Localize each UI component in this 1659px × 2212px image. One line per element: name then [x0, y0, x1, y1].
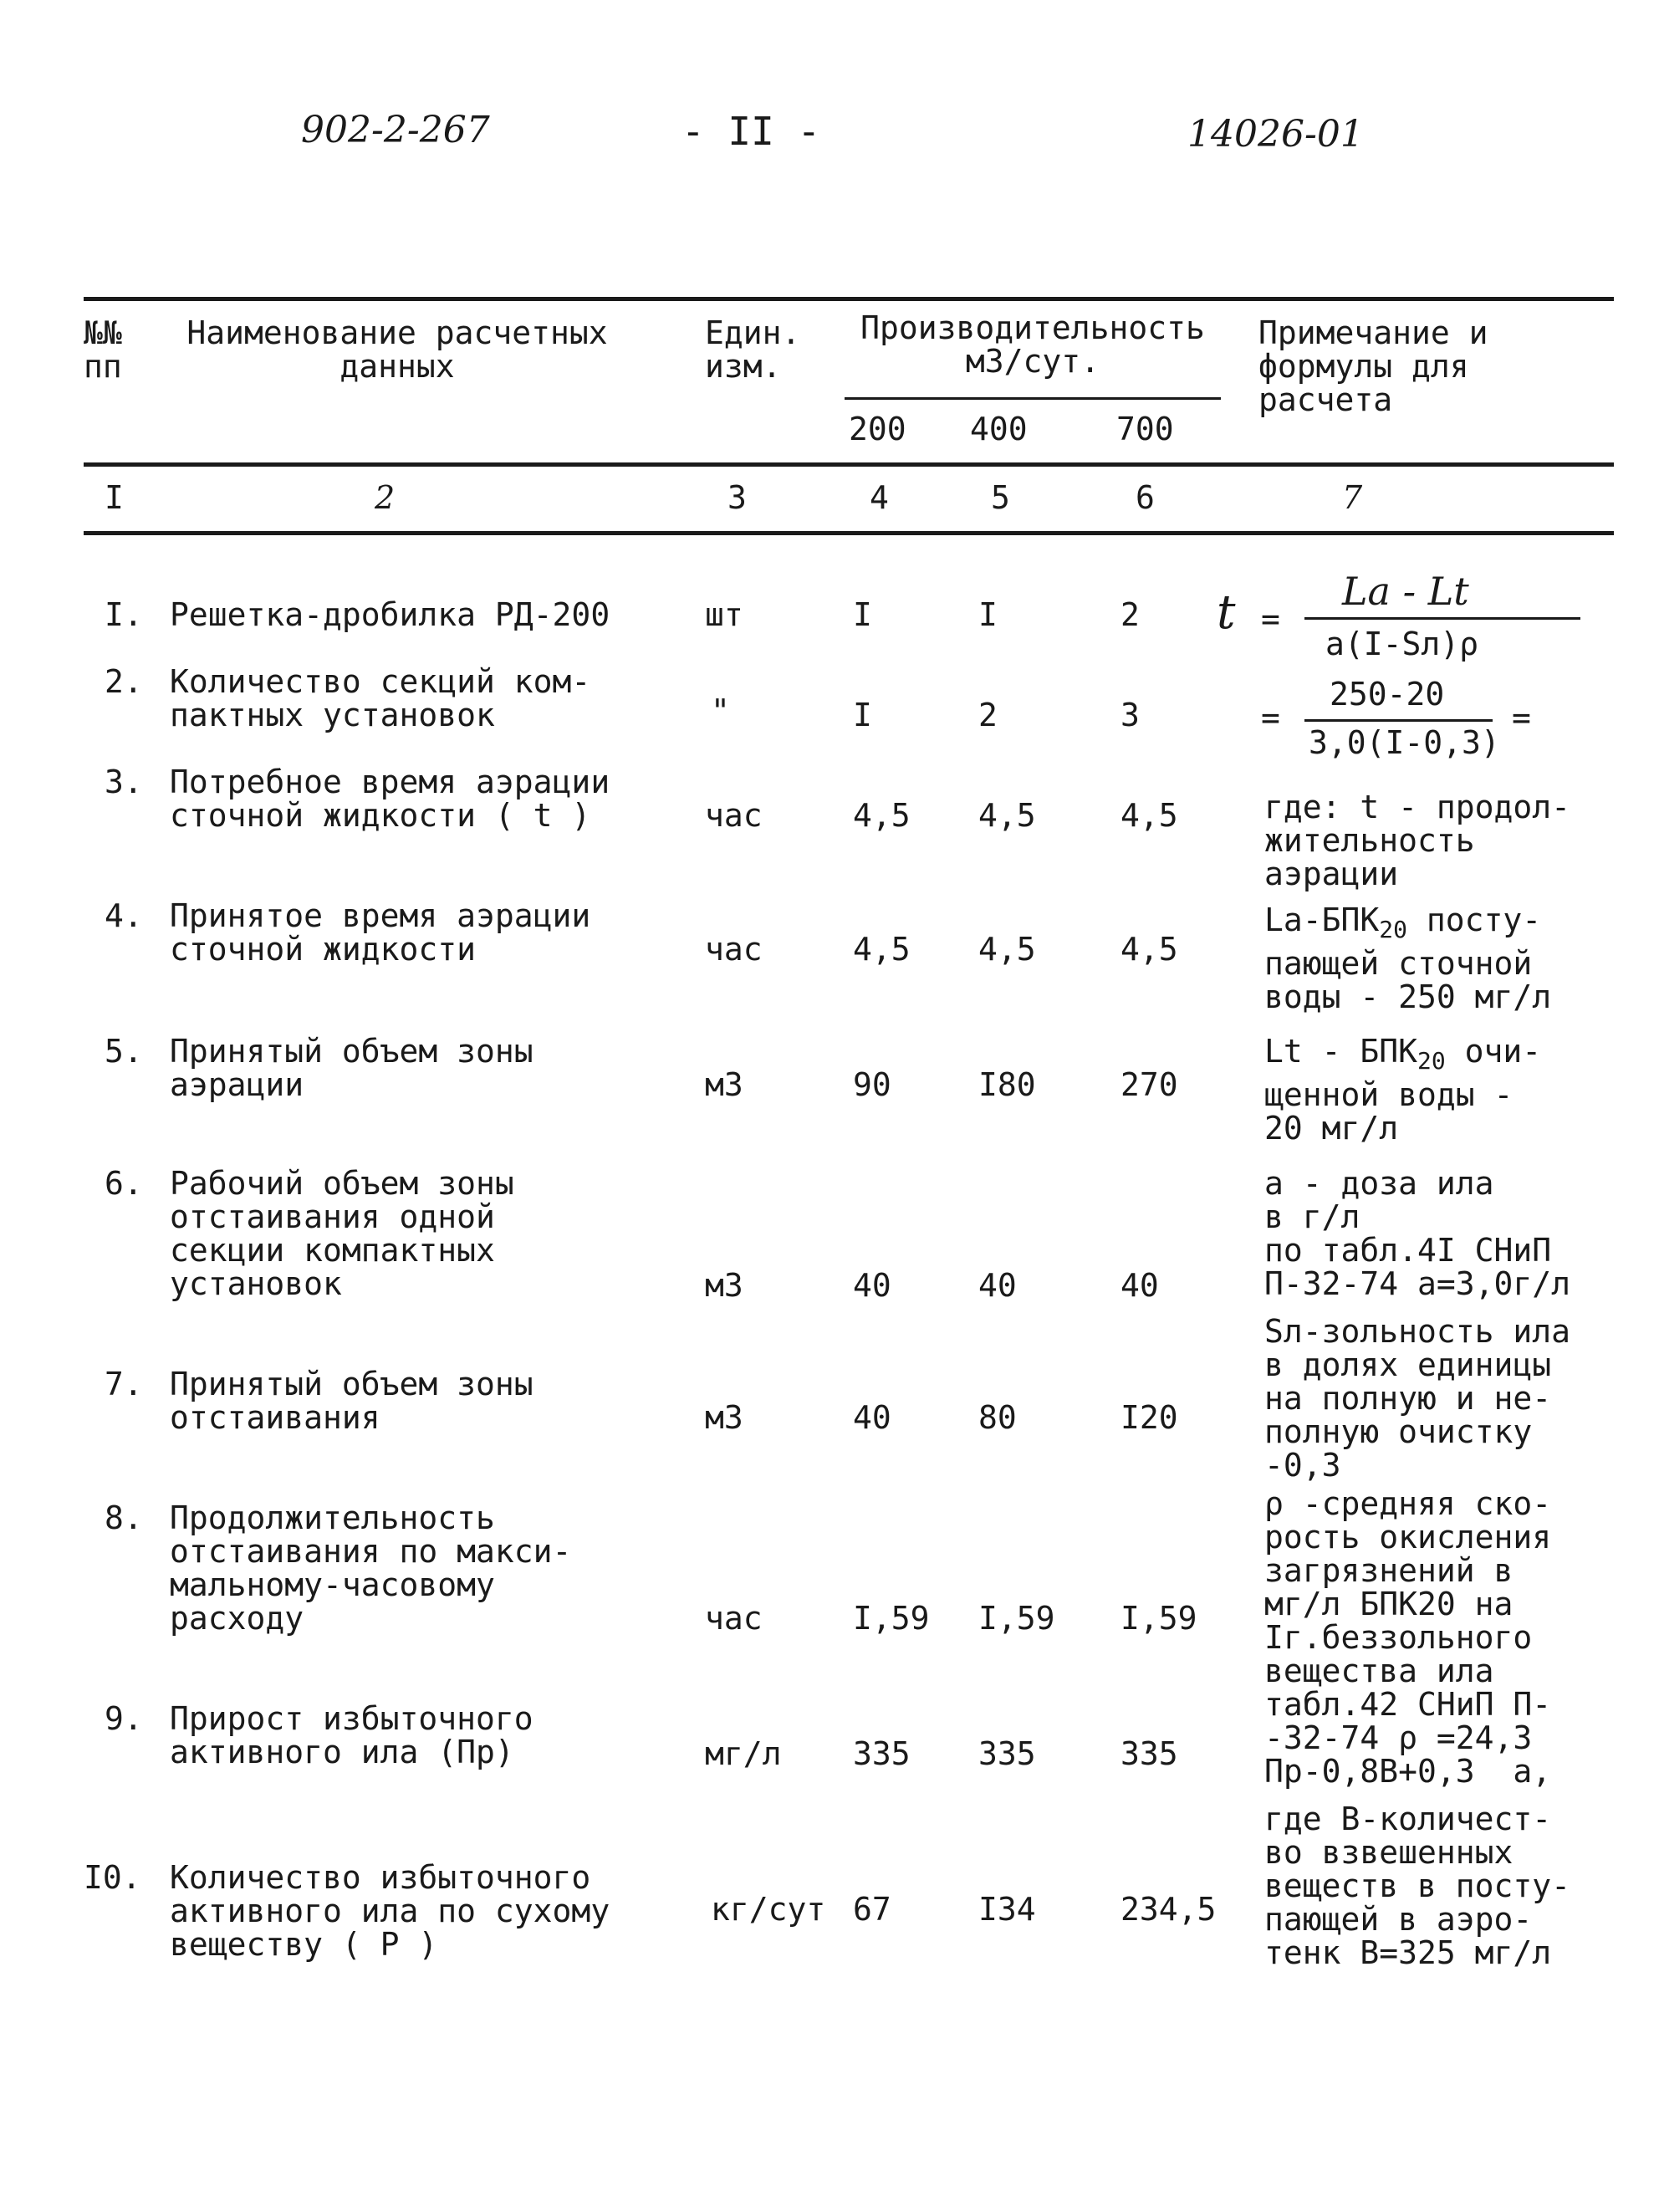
- row-v200: I: [853, 596, 872, 633]
- note-incoming-bod-sub: 20: [1379, 916, 1407, 943]
- col-capacity-header: Производительность м3/сут.: [860, 309, 1205, 380]
- row-name: Потребное время аэрации сточной жидкости ( t ): [170, 764, 610, 834]
- note-treated-bod: [1264, 1034, 1541, 1145]
- row-v200: 4,5: [853, 931, 911, 968]
- row-unit: м3: [705, 1066, 743, 1103]
- formula-numerator-1: La - Lt: [1342, 569, 1469, 614]
- row-num: 6.: [105, 1165, 143, 1202]
- row-unit: час: [705, 1600, 763, 1637]
- row-v200: 90: [853, 1066, 891, 1103]
- col-index-6: 6: [1136, 479, 1155, 516]
- row-v700: I,59: [1120, 1600, 1197, 1637]
- row-v700: 3: [1120, 697, 1140, 733]
- formula-eq: =: [1261, 600, 1280, 637]
- row-num: 8.: [105, 1499, 143, 1536]
- page-number: - II -: [681, 109, 821, 154]
- row-v400: 80: [978, 1399, 1017, 1436]
- fraction-bar-1: [1304, 617, 1580, 620]
- note-sludge-dose: а - доза ила в г/л по табл.4I СНиП П-32-74 а=3,0г/л: [1264, 1165, 1571, 1302]
- row-v200: 335: [853, 1735, 911, 1772]
- row-v400: 335: [978, 1735, 1036, 1772]
- row-name: Решетка-дробилка РД-200: [170, 596, 610, 633]
- row-name: Продолжительность отстаивания по макси- мальному-часовому расходу: [170, 1499, 572, 1637]
- row-v400: I80: [978, 1066, 1036, 1103]
- row-v700: 234,5: [1120, 1891, 1217, 1928]
- row-num: 7.: [105, 1366, 143, 1402]
- row-num: I.: [105, 596, 143, 633]
- note-incoming-bod-a: La-БПК: [1264, 902, 1380, 938]
- row-unit: час: [705, 797, 763, 834]
- note-incoming-bod: [1264, 903, 1551, 1014]
- capacity-rule: [845, 397, 1221, 400]
- note-suspended-solids: где В-количест- во взвешенных веществ в посту- пающей в аэро- тенк В=325 мг/л: [1264, 1801, 1571, 1971]
- row-v700: 2: [1120, 596, 1140, 633]
- row-name: Количество секций ком- пактных установок: [170, 663, 591, 733]
- col-index-4: 4: [870, 479, 889, 516]
- row-num: 2.: [105, 663, 143, 700]
- note-treated-bod-a: Lt - БПК: [1264, 1033, 1418, 1070]
- col-index-1: I: [105, 479, 124, 516]
- note-incoming-bod-b: посту- пающей сточной воды - 250 мг/л: [1264, 902, 1552, 1015]
- col-index-3: 3: [727, 479, 747, 516]
- row-v700: 40: [1120, 1267, 1159, 1304]
- row-name: Прирост избыточного активного ила (Пр): [170, 1700, 533, 1770]
- col-index-5: 5: [991, 479, 1010, 516]
- formula-eq-3: =: [1512, 699, 1531, 736]
- row-num: 3.: [105, 764, 143, 800]
- row-name: Количество избыточного активного ила по сухому веществу ( P ): [170, 1859, 610, 1963]
- row-v400: 2: [978, 697, 998, 733]
- formula-lhs: t: [1217, 585, 1236, 640]
- row-name: Рабочий объем зоны отстаивания одной секции компактных установок: [170, 1165, 514, 1302]
- row-v400: 4,5: [978, 797, 1036, 834]
- formula-numerator-2: 250-20: [1330, 676, 1445, 713]
- col-note-header: Примечание и формулы для расчета: [1258, 314, 1488, 418]
- row-num: 5.: [105, 1033, 143, 1070]
- row-v200: 4,5: [853, 797, 911, 834]
- note-treated-bod-sub: 20: [1417, 1047, 1446, 1075]
- row-v400: 4,5: [978, 931, 1036, 968]
- col-cap-700: 700: [1116, 411, 1174, 447]
- row-num: 4.: [105, 897, 143, 934]
- col-cap-200: 200: [849, 411, 906, 447]
- row-unit: м3: [705, 1399, 743, 1436]
- row-name: Принятый объем зоны отстаивания: [170, 1366, 533, 1436]
- col-cap-400: 400: [970, 411, 1028, 447]
- formula-denominator-1: a(I-Sл)ρ: [1325, 626, 1479, 662]
- note-aeration-duration: где: t - продол- жительность аэрации: [1264, 789, 1571, 892]
- row-num: I0.: [84, 1859, 141, 1896]
- col-index-7: 7: [1342, 479, 1363, 516]
- row-v400: I34: [978, 1891, 1036, 1928]
- doc-code: 902-2-267: [301, 109, 490, 151]
- row-v400: I: [978, 596, 998, 633]
- row-unit: м3: [705, 1267, 743, 1304]
- col-num-header: №№ пп: [84, 314, 122, 385]
- formula-eq-2: =: [1261, 699, 1280, 736]
- fraction-bar-2: [1304, 719, 1493, 722]
- row-num: 9.: [105, 1700, 143, 1737]
- row-v200: 40: [853, 1399, 891, 1436]
- row-v400: 40: [978, 1267, 1017, 1304]
- index-bottom-rule: [84, 531, 1614, 535]
- row-v400: I,59: [978, 1600, 1055, 1637]
- row-unit: час: [705, 931, 763, 968]
- row-v700: 270: [1120, 1066, 1178, 1103]
- header-bottom-rule: [84, 462, 1614, 467]
- row-unit: ": [711, 692, 730, 729]
- note-ash-content: Sл-зольность ила в долях единицы на полную и не- полную очистку -0,3: [1264, 1313, 1571, 1484]
- row-unit: кг/сут: [711, 1891, 826, 1928]
- row-v700: I20: [1120, 1399, 1178, 1436]
- row-v200: I,59: [853, 1600, 930, 1637]
- table-top-rule: [84, 297, 1614, 301]
- row-v700: 4,5: [1120, 931, 1178, 968]
- row-v200: I: [853, 697, 872, 733]
- row-v700: 335: [1120, 1735, 1178, 1772]
- formula-denominator-2: 3,0(I-0,3): [1309, 724, 1500, 761]
- note-oxidation-rate: ρ -средняя ско- рость окисления загрязнений в мг/л БПК20 на Iг.беззольного вещества ила табл.42 СНиП П- -32-74 ρ =24,3 Пр-0,8В+0,3 а,: [1264, 1485, 1552, 1790]
- col-index-2: 2: [375, 479, 396, 516]
- col-unit-header: Един. изм.: [705, 314, 801, 385]
- row-unit: мг/л: [705, 1735, 782, 1772]
- row-name: Принятый объем зоны аэрации: [170, 1033, 533, 1103]
- row-v700: 4,5: [1120, 797, 1178, 834]
- row-name: Принятое время аэрации сточной жидкости: [170, 897, 591, 968]
- row-unit: шт: [705, 596, 743, 633]
- sheet-code: 14026-01: [1187, 113, 1364, 156]
- row-v200: 67: [853, 1891, 891, 1928]
- row-v200: 40: [853, 1267, 891, 1304]
- note-treated-bod-b: очи- щенной воды - 20 мг/л: [1264, 1033, 1542, 1147]
- col-name-header: Наименование расчетных данных: [186, 314, 608, 385]
